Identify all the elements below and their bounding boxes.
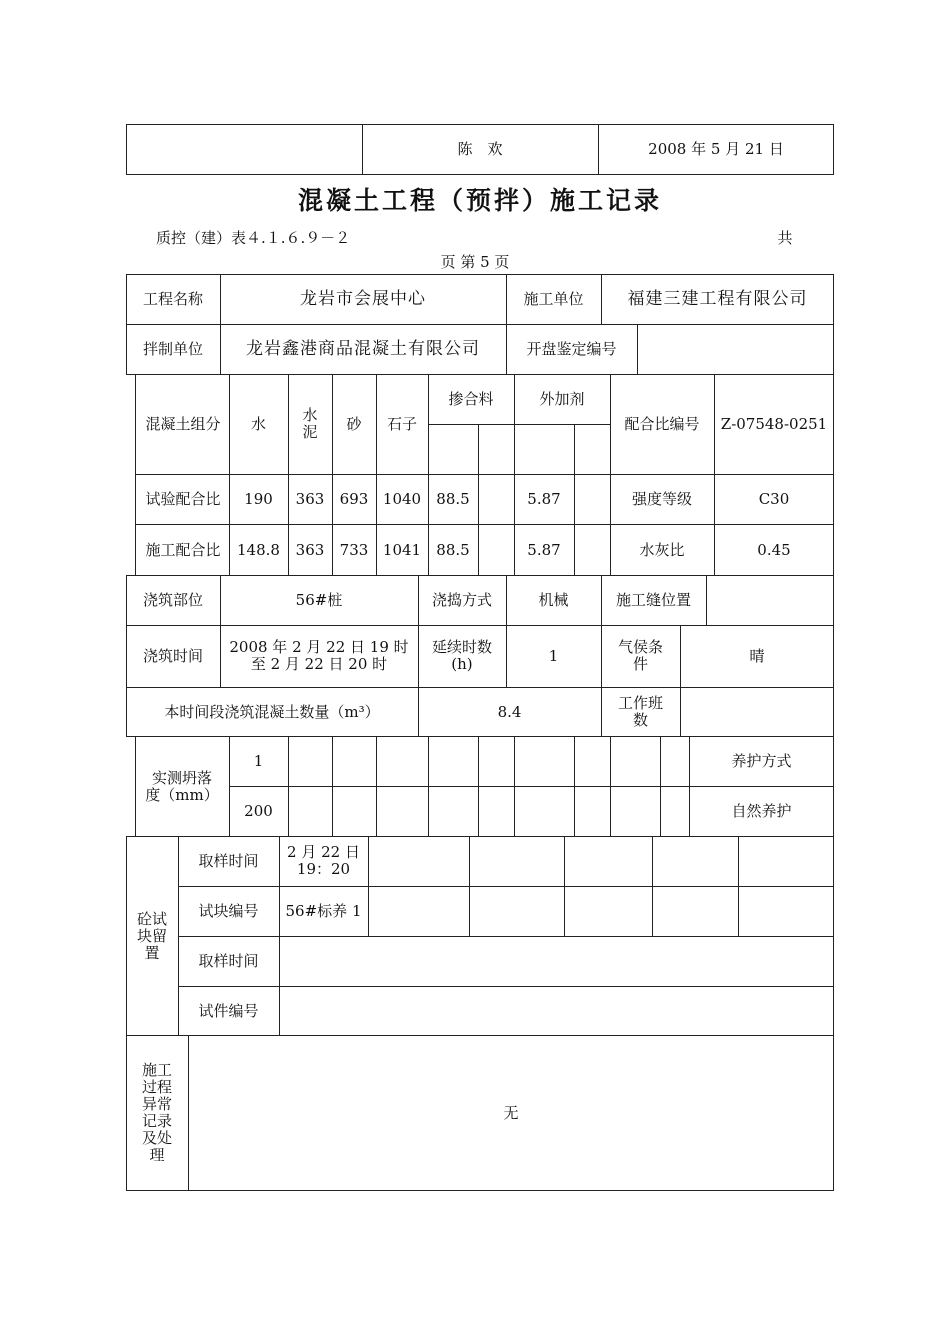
divider (469, 836, 470, 936)
method-label: 浇捣方式 (431, 590, 492, 609)
divider (376, 736, 377, 837)
abnormal-label: 施工 过程 异常 记录 及处 理 (141, 1061, 172, 1164)
pour-time: 2008 年 2 月 22 日 19 时 至 2 月 22 日 20 时 (229, 638, 409, 673)
duration-label: 延续时数 (h) (431, 638, 492, 673)
divider (514, 736, 515, 837)
divider (428, 736, 429, 837)
block-no: 56#标养 1 (285, 901, 362, 920)
test-label: 试验配合比 (145, 489, 221, 508)
ratio-no-label: 配合比编号 (624, 414, 700, 433)
signer-name: 陈 欢 (457, 140, 503, 158)
location-label: 浇筑部位 (142, 590, 203, 609)
contractor-label: 施工单位 (523, 289, 584, 308)
con-admixture-2 (478, 524, 514, 576)
duration: 1 (548, 646, 559, 665)
volume-label: 本时间段浇筑混凝土数量（m³） (164, 702, 380, 721)
divider (288, 736, 289, 837)
divider (738, 836, 739, 936)
divider (332, 736, 333, 837)
con-additive-2 (574, 524, 610, 576)
divider (564, 836, 565, 936)
divider (428, 424, 610, 425)
weather: 晴 (749, 646, 765, 665)
header-cement: 水泥 (302, 406, 318, 441)
con-water: 148.8 (237, 540, 280, 559)
location: 56#桩 (295, 590, 343, 609)
con-cement: 363 (295, 540, 325, 559)
volume: 8.4 (497, 702, 522, 721)
joint (706, 575, 834, 625)
wc: 0.45 (757, 540, 791, 559)
sample-time: 2 月 22 日 19：20 (287, 843, 360, 878)
divider (478, 736, 479, 837)
shifts (680, 687, 834, 737)
divider (574, 736, 575, 837)
test-additive: 5.87 (527, 489, 561, 508)
test-stone: 1040 (382, 489, 422, 508)
specimen-label: 砼试 块留 置 (136, 909, 167, 962)
wc-label: 水灰比 (639, 540, 685, 559)
block-no-label: 试块编号 (198, 901, 259, 920)
time-label: 浇筑时间 (142, 646, 203, 665)
con-stone: 1041 (382, 540, 422, 559)
slump-row1: 1 (253, 751, 264, 770)
sample-time2-label: 取样时间 (198, 951, 259, 970)
header-water: 水 (250, 414, 266, 433)
shifts-label: 工作班 数 (617, 694, 663, 729)
mixer: 龙岩鑫港商品混凝土有限公司 (246, 339, 480, 359)
header-additive: 外加剂 (539, 389, 585, 408)
header-admixture: 掺合料 (448, 389, 494, 408)
project-name-label: 工程名称 (142, 289, 203, 308)
divider (610, 736, 611, 837)
test-admixture: 88.5 (436, 489, 470, 508)
slump-label: 实测坍落 度（mm） (145, 768, 219, 804)
con-admixture: 88.5 (436, 540, 470, 559)
weather-label: 气侯条 件 (617, 638, 663, 673)
page-title: 混凝土工程（预拌）施工记录 (297, 185, 662, 215)
method: 机械 (538, 590, 569, 609)
curing-label: 养护方式 (731, 751, 792, 770)
test-sand: 693 (339, 489, 369, 508)
curing: 自然养护 (731, 802, 792, 820)
composition-label: 混凝土组分 (145, 414, 221, 433)
divider (652, 836, 653, 936)
sample-time-label: 取样时间 (198, 851, 259, 870)
test-cement: 363 (295, 489, 325, 508)
sign-date: 2008 年 5 月 21 日 (648, 140, 784, 158)
ratio-no: Z-07548-0251 (720, 414, 828, 433)
test-admixture-2 (478, 474, 514, 524)
strength-label: 强度等级 (631, 489, 692, 508)
page-info: 页 第 5 页 (440, 252, 510, 271)
test-additive-2 (574, 474, 610, 524)
joint-label: 施工缝位置 (615, 590, 691, 609)
divider (660, 736, 661, 837)
opening-value (637, 324, 834, 375)
piece-no-label: 试件编号 (198, 1001, 259, 1020)
con-additive: 5.87 (527, 540, 561, 559)
construction-label: 施工配合比 (145, 540, 221, 559)
contractor: 福建三建工程有限公司 (627, 288, 808, 309)
project-name: 龙岩市会展中心 (300, 288, 426, 309)
header-stone: 石子 (386, 414, 417, 433)
abnormal-content: 无 (503, 1103, 519, 1122)
page-total-prefix: 共 (777, 228, 793, 247)
opening-label: 开盘鉴定编号 (526, 340, 617, 358)
form-code: 质控（建）表４.１.６.９－２ (156, 228, 351, 247)
divider (368, 836, 369, 936)
header-sand: 砂 (346, 414, 362, 433)
test-water: 190 (244, 489, 273, 508)
mixer-label: 拌制单位 (142, 340, 203, 358)
slump-row2: 200 (244, 802, 273, 820)
strength: C30 (758, 489, 790, 508)
con-sand: 733 (339, 540, 369, 559)
